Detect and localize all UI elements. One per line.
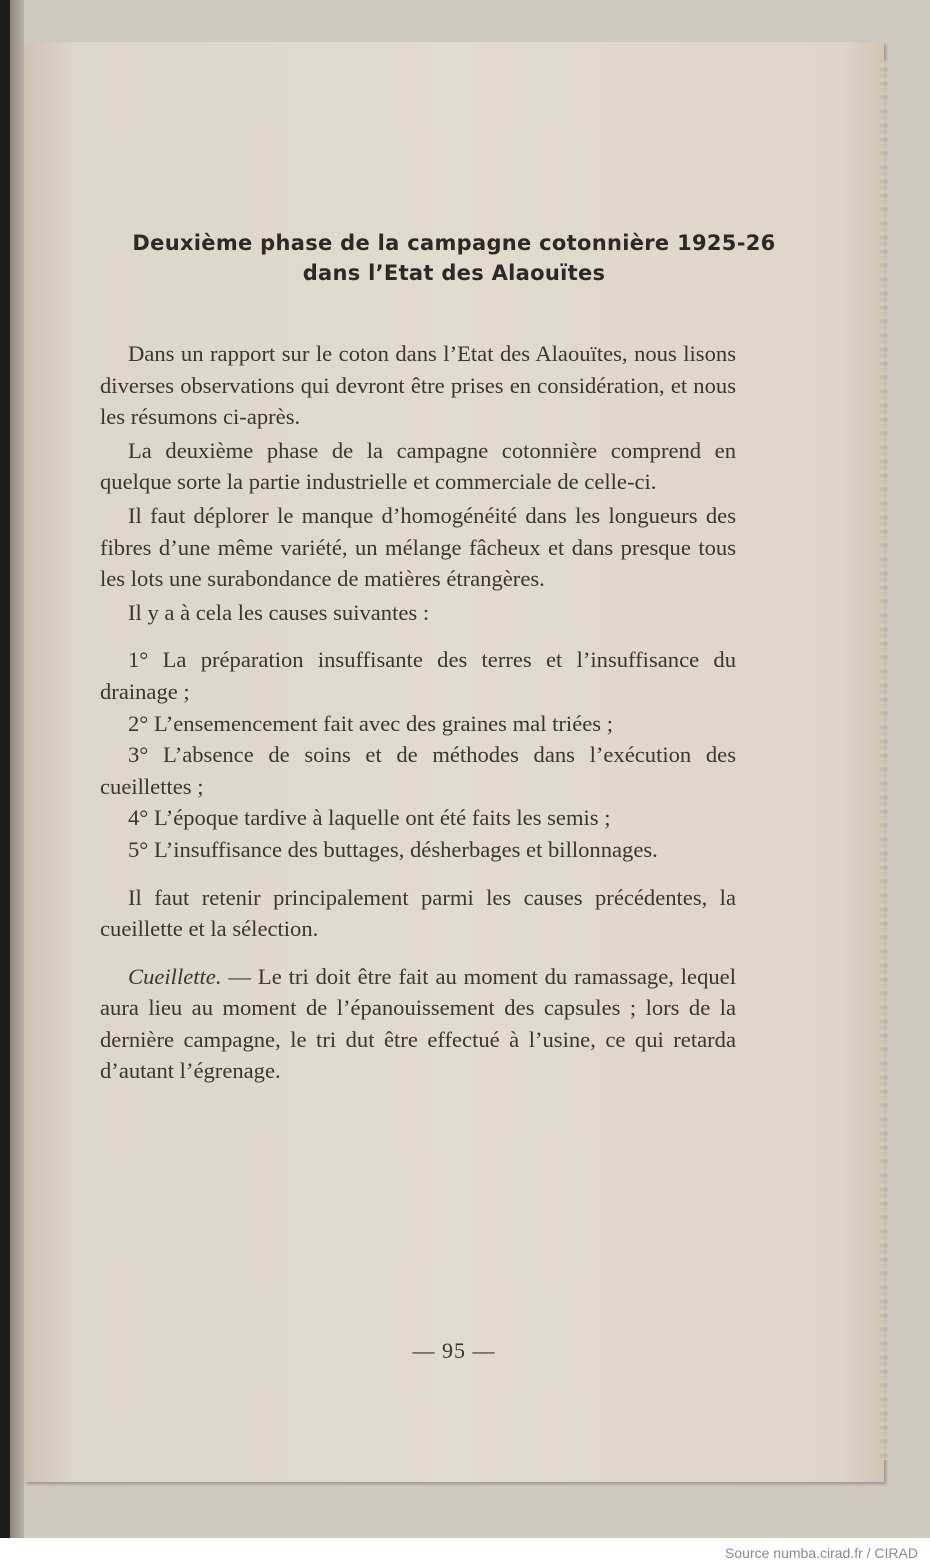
cause-item-5: 5° L’insuffisance des buttages, désherbages et billonnages. xyxy=(128,836,658,862)
cause-item-1: 1° La préparation insuffisante des terres et l’insuffisance du drainage ; xyxy=(100,647,736,704)
paragraph-causes-intro: Il y a à cela les causes suivantes : xyxy=(128,599,430,625)
book-spine xyxy=(0,0,10,1538)
book-spine-edge xyxy=(10,0,24,1538)
body-text xyxy=(100,338,736,1087)
page-number: — 95 — xyxy=(412,1338,496,1363)
source-credit: Source numba.cirad.fr / CIRAD xyxy=(725,1545,918,1561)
paragraph-retain: Il faut retenir principalement parmi les causes précédentes, la cueillette et la sélection. xyxy=(100,884,736,942)
paragraph-intro: Dans un rapport sur le coton dans l’Etat des Alaouïtes, nous lisons diverses observations qui devront être prises en considération, et nous les résumons ci-après. xyxy=(100,341,736,430)
cause-item-2: 2° L’ensemencement fait avec des graines mal triées ; xyxy=(128,710,613,736)
paragraph-homogeneity: Il faut déplorer le manque d’homogénéité dans les longueurs des fibres d’une même variété, un mélange fâcheux et dans presque tous les lots une surabondance de matières étrangères. xyxy=(100,502,736,592)
page-title xyxy=(24,228,884,288)
cueillette-heading: Cueillette. xyxy=(128,963,222,989)
cause-item-4: 4° L’époque tardive à laquelle ont été faits les semis ; xyxy=(128,805,611,831)
title-line-1: Deuxième phase de la campagne cotonnière 1925-26 xyxy=(132,231,776,255)
cause-item-3: 3° L’absence de soins et de méthodes dans l’exécution des cueillettes ; xyxy=(100,742,736,799)
paragraph-cueillette xyxy=(100,961,736,1087)
paragraph-phase: La deuxième phase de la campagne cotonnière comprend en quelque sorte la partie industrielle et commerciale de celle-ci. xyxy=(100,437,736,495)
cueillette-text: — Le tri doit être fait au moment du ramassage, lequel aura lieu au moment de l’épanouissement des capsules ; lors de la dernière campagne, le tri dut être effectué à l’usine, ce qui retarda d’autant l’égrenage. xyxy=(100,963,736,1084)
title-line-2: dans l’Etat des Alaouïtes xyxy=(302,261,606,285)
